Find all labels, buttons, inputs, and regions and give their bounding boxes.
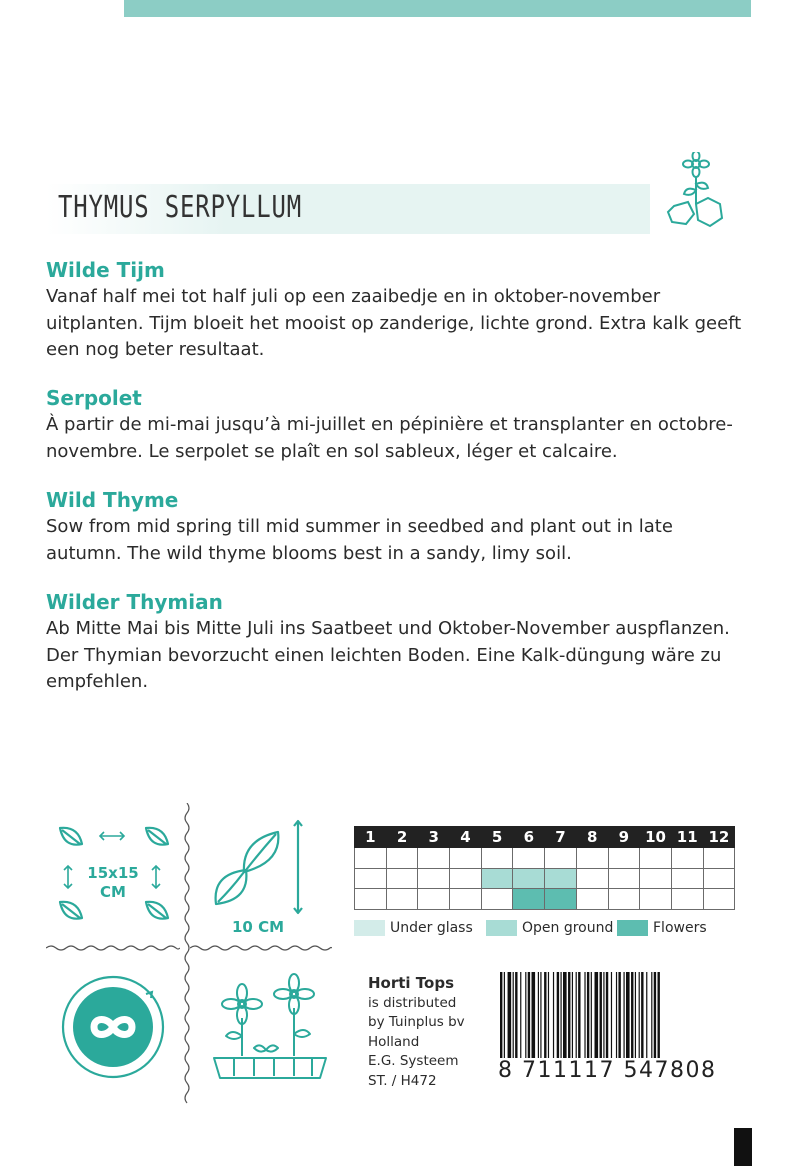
plant-logo-icon [660,152,732,232]
legend-label: Open ground [522,920,614,936]
calendar-cell [450,848,482,869]
calendar-cell [513,889,545,910]
calendar-cell [703,889,735,910]
calendar-cell [703,868,735,889]
barcode-bar [654,972,656,1058]
barcode-bar [587,972,589,1058]
barcode [498,972,752,1060]
barcode-bar [639,972,640,1058]
section-title: Serpolet [46,386,142,410]
legend-label: Under glass [390,920,473,936]
sowing-calendar [354,826,735,910]
calendar-cell [418,889,450,910]
calendar-cell [418,848,450,869]
spacing-unit: CM [100,883,126,901]
distributor-line: is distributed [368,994,457,1011]
section-line: Sow from mid spring till mid summer in seedbed and plant out in late [46,516,673,537]
barcode-bar [646,972,647,1058]
barcode-bar [611,972,612,1058]
barcode-bar [540,972,541,1058]
calendar-cell [450,889,482,910]
section-french [46,384,754,465]
calendar-cell [640,848,672,869]
section-line: À partir de mi-mai jusqu’à mi-juillet en pépinière et transplanter en octobre- [46,414,733,435]
calendar-cell [671,848,703,869]
seedling-tray-icon [208,968,332,1084]
section-title: Wilder Thymian [46,590,223,614]
barcode-bar [623,972,624,1058]
section-english [46,486,754,567]
month-header: 3 [418,827,450,848]
barcode-bar [658,972,660,1058]
distributor-line: ST. / H472 [368,1072,437,1089]
barcode-bar [504,972,505,1058]
calendar-cell [576,889,608,910]
barcode-bar [508,972,512,1058]
calendar-cell [386,848,418,869]
month-header: 7 [545,827,577,848]
barcode-bar [606,972,608,1058]
barcode-bar [595,972,599,1058]
calendar-cell [608,848,640,869]
barcode-bar [591,972,592,1058]
month-header: 11 [671,827,703,848]
wavy-divider-vertical [183,803,191,1109]
calendar-cell [513,868,545,889]
barcode-bar [635,972,636,1058]
print-mark [734,1128,752,1166]
barcode-bar [513,972,514,1058]
barcode-bar [572,972,573,1058]
section-german [46,588,754,696]
section-line: autumn. The wild thyme blooms best in a sandy, limy soil. [46,542,572,564]
calendar-cell [513,848,545,869]
sowing-depth-text: 10 CM [232,918,285,936]
barcode-bar [616,972,617,1058]
legend-swatch [486,920,517,936]
month-header: 10 [640,827,672,848]
legend-swatch [617,920,648,936]
barcode-bar [528,972,530,1058]
calendar-cell [545,868,577,889]
calendar-cell [481,868,513,889]
month-header: 2 [386,827,418,848]
calendar-cell [576,848,608,869]
calendar-cell [671,889,703,910]
month-header: 5 [481,827,513,848]
barcode-bar [600,972,602,1058]
month-header: 6 [513,827,545,848]
barcode-bar [603,972,604,1058]
barcode-bar [651,972,652,1058]
calendar-cell [576,868,608,889]
barcode-bar [568,972,570,1058]
perennial-infinity-icon [58,972,168,1082]
distributor-line: Holland [368,1033,420,1050]
section-line: een nog beter resultaat. [46,339,265,360]
barcode-bar [641,972,643,1058]
section-line: Der Thymian bevorzucht einen leichten Boden. Eine Kalk-düngung wäre zu [46,644,722,666]
barcode-bar [578,972,580,1058]
month-header: 9 [608,827,640,848]
barcode-bar [500,972,502,1058]
section-title: Wild Thyme [46,488,179,512]
calendar-cell [671,868,703,889]
section-line: empfehlen. [46,671,149,692]
barcode-bar [544,972,546,1058]
calendar-cell [386,889,418,910]
month-header: 1 [355,827,387,848]
calendar-cell [608,889,640,910]
barcode-bar [525,972,526,1058]
calendar-cell [640,868,672,889]
wavy-divider-horizontal [46,944,180,952]
distributor-line: E.G. Systeem [368,1053,459,1069]
barcode-bar [626,972,630,1058]
calendar-cell [640,889,672,910]
barcode-number: 8 711117 547808 [498,1058,717,1083]
calendar-cell [450,868,482,889]
top-color-bar [124,0,751,17]
barcode-bar [557,972,559,1058]
wavy-divider-horizontal [190,944,332,952]
calendar-cell [355,889,387,910]
barcode-bar [631,972,633,1058]
calendar-cell [481,889,513,910]
month-header: 8 [576,827,608,848]
calendar-cell [355,868,387,889]
calendar-cell [418,868,450,889]
section-title: Wilde Tijm [46,258,165,282]
sowing-depth-icon [210,818,320,918]
section-dutch [46,256,754,364]
calendar-cell [608,868,640,889]
calendar-cell [355,848,387,869]
barcode-bar [563,972,567,1058]
legend-swatch [354,920,385,936]
spacing-value: 15x15 [87,864,139,882]
barcode-bar [553,972,554,1058]
section-line: novembre. Le serpolet se plaît en sol sableux, léger et calcaire. [46,440,618,462]
barcode-bar [538,972,539,1058]
barcode-bar [515,972,517,1058]
barcode-bar [618,972,620,1058]
barcode-bar [532,972,536,1058]
barcode-bar [560,972,561,1058]
section-line: Vanaf half mei tot half juli op een zaaibedje en in oktober-november [46,286,661,307]
distributor-line: by Tuinplus bv [368,1014,465,1030]
barcode-bar [576,972,577,1058]
calendar-cell [386,868,418,889]
calendar-cell [481,848,513,869]
latin-name: THYMUS SERPYLLUM [58,190,302,225]
barcode-bar [520,972,521,1058]
calendar-cell [545,848,577,869]
section-line: Ab Mitte Mai bis Mitte Juli ins Saatbeet und Oktober-November auspflanzen. [46,618,730,639]
distributor-info [368,974,465,1091]
barcode-bar [584,972,585,1058]
calendar-cell [545,889,577,910]
month-header: 12 [703,827,735,848]
section-line: uitplanten. Tijm bloeit het mooist op zanderige, lichte grond. Extra kalk geeft [46,312,742,334]
calendar-cell [703,848,735,869]
barcode-bar [548,972,549,1058]
brand-name: Horti Tops [368,974,455,992]
legend-label: Flowers [653,920,707,936]
month-header: 4 [450,827,482,848]
plant-spacing-text [80,864,146,902]
